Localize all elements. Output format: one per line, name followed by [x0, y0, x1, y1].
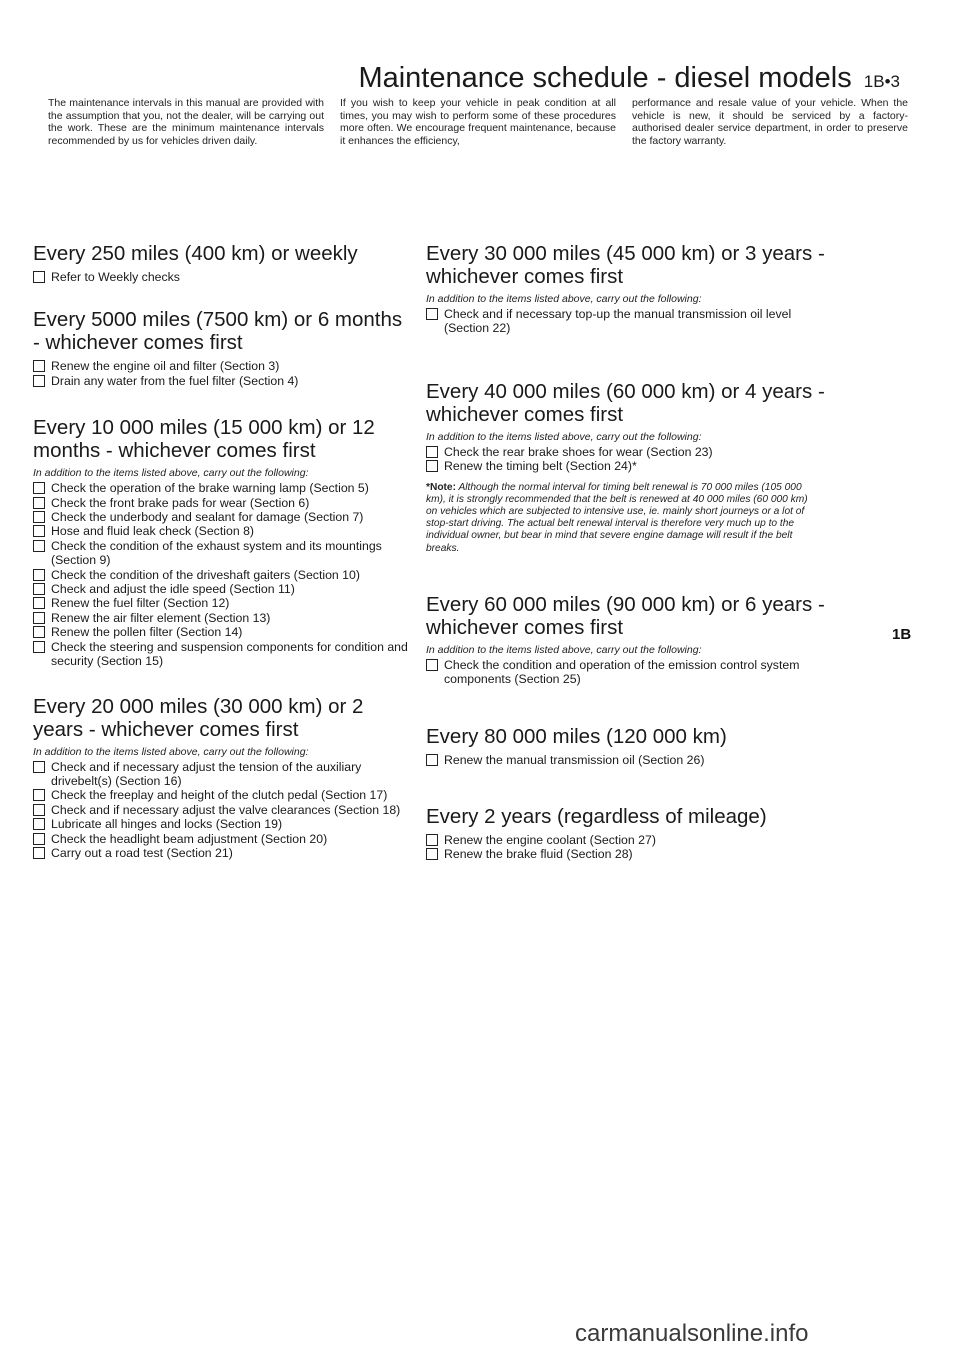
checklist-item-text: Carry out a road test (Section 21) — [51, 845, 233, 860]
checkbox-icon[interactable] — [33, 569, 45, 581]
section-subheading: In addition to the items listed above, carry out the following: — [33, 467, 309, 480]
checklist-item — [33, 568, 413, 582]
checklist-item-text: Renew the fuel filter (Section 12) — [51, 596, 230, 611]
checkbox-icon[interactable] — [33, 818, 45, 830]
section-heading: Every 80 000 miles (120 000 km) — [426, 724, 727, 748]
checklist-item-text: Renew the timing belt (Section 24)* — [444, 459, 637, 474]
page-number: 1B•3 — [863, 72, 900, 91]
checklist-item — [33, 359, 413, 373]
schedule-section — [426, 805, 826, 862]
intro-paragraph-2: If you wish to keep your vehicle in peak condition at all times, you may wish to perform some of these procedures more often. We encourage frequent maintenance, because it enhances the efficiency, — [340, 97, 616, 147]
checklist-item-text: Check and adjust the idle speed (Section 11) — [51, 582, 295, 597]
intro-paragraph-1: The maintenance intervals in this manual are provided with the assumption that you, not the dealer, will be carrying out the work. These are the minimum maintenance intervals recommended by us for vehicles driven daily. — [48, 97, 324, 147]
checklist-item — [33, 510, 413, 524]
checklist-item-text: Check the headlight beam adjustment (Section 20) — [51, 831, 328, 846]
schedule-section — [426, 593, 826, 687]
checkbox-icon[interactable] — [33, 511, 45, 523]
section-subheading: In addition to the items listed above, carry out the following: — [426, 643, 702, 656]
section-heading: Every 20 000 miles (30 000 km) or 2 years - whichever comes first — [33, 694, 364, 741]
section-subheading: In addition to the items listed above, carry out the following: — [426, 293, 702, 305]
intro-paragraph-3: performance and resale value of your vehicle. When the vehicle is new, it should be serviced by a factory-authorised dealer service department, in order to preserve the factory warranty. — [632, 97, 908, 147]
checklist-item-text: Refer to Weekly checks — [51, 270, 180, 284]
page-title-text: Maintenance schedule - diesel models — [358, 62, 852, 94]
section-heading: Every 5000 miles (7500 km) or 6 months - whichever comes first — [33, 308, 403, 355]
checklist-item — [33, 817, 413, 831]
checkbox-icon[interactable] — [33, 612, 45, 624]
right-column — [426, 242, 826, 880]
checkbox-icon[interactable] — [33, 482, 45, 494]
schedule-section — [33, 242, 413, 284]
checklist-item — [33, 582, 413, 596]
schedule-section — [33, 695, 413, 861]
schedule-section — [33, 308, 413, 388]
checklist-item-text: Check and if necessary adjust the tension of the auxiliary drivebelt(s) (Section 16) — [51, 759, 362, 788]
page-title — [0, 62, 900, 95]
section-heading: Every 10 000 miles (15 000 km) or 12 months - whichever comes first — [33, 416, 375, 463]
checklist-item — [33, 788, 413, 802]
checklist-item — [33, 760, 413, 789]
checklist-item — [33, 832, 413, 846]
section-subheading: In addition to the items listed above, carry out the following: — [33, 745, 309, 758]
checklist-item-text: Renew the manual transmission oil (Section 26) — [444, 752, 705, 767]
checklist-item-text: Check the operation of the brake warning lamp (Section 5) — [51, 481, 369, 496]
watermark: carmanualsonline.info — [575, 1320, 809, 1347]
checklist-item-text: Check the front brake pads for wear (Section 6) — [51, 495, 310, 510]
checklist-item-text: Check and if necessary adjust the valve clearances (Section 18) — [51, 802, 401, 817]
checklist-item-text: Renew the brake fluid (Section 28) — [444, 847, 633, 862]
checklist-item-text: Renew the engine oil and filter (Section 3) — [51, 359, 280, 374]
checkbox-icon[interactable] — [33, 833, 45, 845]
checkbox-icon[interactable] — [33, 847, 45, 859]
checklist-item-text: Renew the air filter element (Section 13) — [51, 610, 271, 625]
checkbox-icon[interactable] — [33, 497, 45, 509]
schedule-section — [426, 242, 826, 336]
checkbox-icon[interactable] — [33, 804, 45, 816]
checkbox-icon[interactable] — [33, 525, 45, 537]
checklist-item-text: Lubricate all hinges and locks (Section 19) — [51, 817, 283, 832]
checklist-item — [33, 539, 413, 568]
checklist-item-text: Drain any water from the fuel filter (Section 4) — [51, 373, 299, 388]
checkbox-icon[interactable] — [33, 626, 45, 638]
checkbox-icon[interactable] — [33, 271, 45, 283]
checklist-item — [426, 445, 826, 459]
section-heading: Every 30 000 miles (45 000 km) or 3 years - whichever comes first — [426, 242, 825, 288]
schedule-section — [33, 416, 413, 668]
section-tab-marker: 1B — [892, 626, 912, 643]
checklist-item — [33, 374, 413, 388]
checklist-item-text: Check the steering and suspension components for condition and security (Section 15) — [51, 639, 408, 669]
checklist-item — [33, 803, 413, 817]
checklist-item-text: Check the freeplay and height of the clutch pedal (Section 17) — [51, 788, 388, 803]
checkbox-icon[interactable] — [33, 789, 45, 801]
note-text: Although the normal interval for timing belt renewal is 70 000 miles (105 000 km), it is strongly recommended that the belt is renewed at 40 000 miles (60 000 km) on vehicles which are subjected to intensive use, ie. mainly short journeys or a lot of stop-start driving. The actual belt renewal interval is therefore very much up to the individual owner, but bear in mind that severe engine damage will result if the belt breaks. — [426, 481, 808, 554]
checkbox-icon[interactable] — [33, 761, 45, 773]
checklist-item — [33, 625, 413, 639]
checklist-item-text: Renew the pollen filter (Section 14) — [51, 625, 243, 640]
right-sections-bottom — [426, 593, 826, 862]
checklist-item — [33, 496, 413, 510]
checklist-item-text: Check and if necessary top-up the manual transmission oil level (Section 22) — [444, 307, 792, 336]
intro-paragraphs — [48, 97, 908, 147]
checkbox-icon[interactable] — [426, 460, 438, 472]
checklist-item-text: Check the condition and operation of the emission control system components (Section 25) — [444, 657, 800, 687]
checklist-item-text: Check the condition of the exhaust system and its mountings (Section 9) — [51, 538, 382, 568]
schedule-section — [426, 725, 826, 767]
section-heading: Every 250 miles (400 km) or weekly — [33, 242, 358, 265]
checkbox-icon[interactable] — [33, 375, 45, 387]
checkbox-icon[interactable] — [33, 597, 45, 609]
section-heading: Every 60 000 miles (90 000 km) or 6 years - whichever comes first — [426, 592, 825, 639]
checklist-item — [426, 753, 826, 767]
checklist-item-text: Renew the engine coolant (Section 27) — [444, 833, 656, 848]
checklist-item — [33, 481, 413, 495]
checkbox-icon[interactable] — [426, 848, 438, 860]
right-sections-top — [426, 242, 826, 474]
checkbox-icon[interactable] — [426, 446, 438, 458]
checklist-item — [426, 658, 826, 687]
checklist-item — [33, 596, 413, 610]
checklist-item — [426, 833, 826, 847]
checklist-item — [426, 459, 826, 473]
timing-belt-note — [426, 482, 811, 555]
section-subheading: In addition to the items listed above, carry out the following: — [426, 430, 702, 443]
checkbox-icon[interactable] — [426, 308, 438, 320]
checklist-item-text: Check the rear brake shoes for wear (Section 23) — [444, 444, 713, 459]
checklist-item — [426, 307, 826, 336]
note-label: *Note: — [426, 481, 456, 493]
checklist-item-text: Hose and fluid leak check (Section 8) — [51, 524, 255, 539]
checkbox-icon[interactable] — [33, 360, 45, 372]
section-heading: Every 40 000 miles (60 000 km) or 4 years - whichever comes first — [426, 379, 825, 426]
checkbox-icon[interactable] — [33, 641, 45, 653]
checkbox-icon[interactable] — [33, 583, 45, 595]
checklist-item — [33, 846, 413, 860]
checklist-item — [33, 640, 413, 669]
section-heading: Every 2 years (regardless of mileage) — [426, 805, 767, 829]
checklist-item — [33, 270, 413, 284]
checkbox-icon[interactable] — [33, 540, 45, 552]
checklist-item — [33, 611, 413, 625]
checkbox-icon[interactable] — [426, 834, 438, 846]
checklist-item — [426, 847, 826, 861]
checkbox-icon[interactable] — [426, 754, 438, 766]
checklist-item-text: Check the underbody and sealant for damage (Section 7) — [51, 510, 364, 525]
checklist-item-text: Check the condition of the driveshaft gaiters (Section 10) — [51, 567, 360, 582]
schedule-section — [426, 380, 826, 474]
checklist-item — [33, 524, 413, 538]
checkbox-icon[interactable] — [426, 659, 438, 671]
left-column — [33, 242, 413, 878]
